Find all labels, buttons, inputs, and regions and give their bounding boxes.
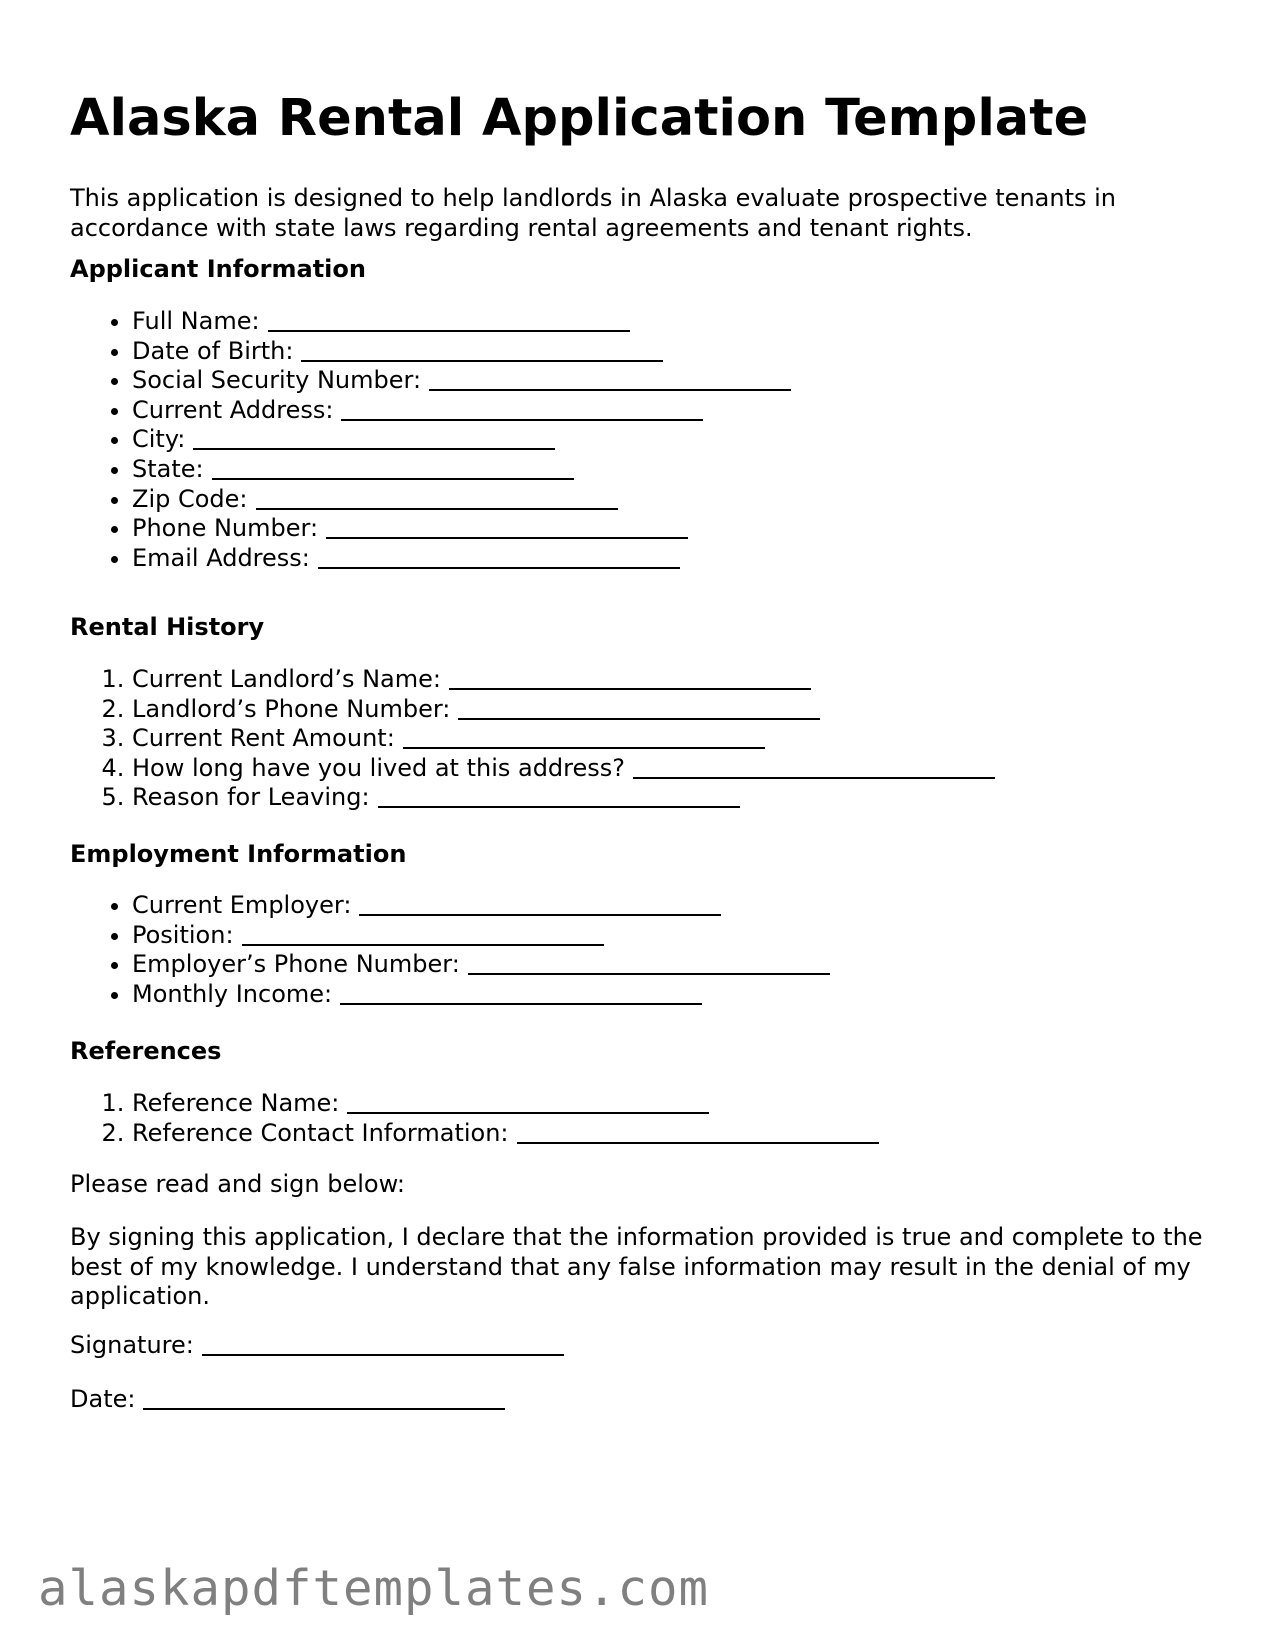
rental-history-list xyxy=(70,665,995,813)
references-list xyxy=(70,1089,879,1148)
signature-field[interactable] xyxy=(202,1332,564,1356)
date-of-birth-field[interactable] xyxy=(301,338,663,362)
field-label: City: xyxy=(132,425,186,454)
list-item xyxy=(132,980,830,1010)
declaration-paragraph: By signing this application, I declare that the information provided is true and complete to the best of my knowledge. I understand that any false information may result in the denial of my application. xyxy=(70,1223,1203,1310)
list-item xyxy=(132,425,791,455)
signature-label: Signature: xyxy=(70,1331,194,1359)
field-label: Reference Name: xyxy=(132,1089,340,1117)
document-title: Alaska Rental Application Template xyxy=(70,89,1089,148)
intro-paragraph: This application is designed to help landlords in Alaska evaluate prospective tenants in accordance with state laws regarding rental agreements and tenant rights. xyxy=(70,184,1116,242)
field-label: How long have you lived at this address? xyxy=(132,753,626,782)
current-rent-amount-field[interactable] xyxy=(403,725,765,749)
field-label: Full Name: xyxy=(132,307,260,335)
landlord-phone-number-field[interactable] xyxy=(458,696,820,720)
field-label: Reason for Leaving: xyxy=(132,783,370,812)
signature-row xyxy=(70,1331,564,1360)
field-label: Monthly Income: xyxy=(132,979,333,1008)
list-item xyxy=(132,665,995,695)
current-address-field[interactable] xyxy=(341,397,703,421)
section-heading-references: References xyxy=(70,1037,222,1065)
employment-information-list xyxy=(70,891,830,1009)
employer-phone-number-field[interactable] xyxy=(468,951,830,975)
list-item xyxy=(132,921,830,951)
field-label: Current Rent Amount: xyxy=(132,724,395,753)
sign-prompt: Please read and sign below: xyxy=(70,1170,405,1198)
list-item xyxy=(132,514,791,544)
list-item xyxy=(132,337,791,367)
list-item xyxy=(132,950,830,980)
list-item xyxy=(132,695,995,725)
date-row xyxy=(70,1385,505,1414)
list-item xyxy=(132,366,791,396)
list-item xyxy=(132,307,791,337)
phone-number-field[interactable] xyxy=(326,515,688,539)
field-label: Email Address: xyxy=(132,543,310,572)
social-security-number-field[interactable] xyxy=(429,367,791,391)
list-item xyxy=(132,1089,879,1119)
list-item xyxy=(132,544,791,574)
length-of-residence-field[interactable] xyxy=(633,755,995,779)
field-label: Landlord’s Phone Number: xyxy=(132,694,451,723)
reason-for-leaving-field[interactable] xyxy=(378,784,740,808)
field-label: Zip Code: xyxy=(132,484,248,513)
applicant-information-list xyxy=(70,307,791,573)
list-item xyxy=(132,1119,879,1149)
watermark-text: alaskapdftemplates.com xyxy=(38,1560,710,1617)
current-landlord-name-field[interactable] xyxy=(449,666,811,690)
field-label: Reference Contact Information: xyxy=(132,1118,509,1147)
state-field[interactable] xyxy=(212,456,574,480)
reference-contact-information-field[interactable] xyxy=(517,1120,879,1144)
date-label: Date: xyxy=(70,1385,136,1413)
full-name-field[interactable] xyxy=(268,308,630,332)
current-employer-field[interactable] xyxy=(359,892,721,916)
field-label: Date of Birth: xyxy=(132,336,294,365)
section-heading-rental-history: Rental History xyxy=(70,613,265,641)
field-label: Position: xyxy=(132,920,234,949)
email-address-field[interactable] xyxy=(318,545,680,569)
list-item xyxy=(132,783,995,813)
field-label: Current Landlord’s Name: xyxy=(132,665,441,693)
date-field[interactable] xyxy=(143,1386,505,1410)
field-label: Employer’s Phone Number: xyxy=(132,950,460,979)
list-item xyxy=(132,396,791,426)
field-label: Phone Number: xyxy=(132,514,319,543)
list-item xyxy=(132,455,791,485)
section-heading-applicant-information: Applicant Information xyxy=(70,255,366,283)
list-item xyxy=(132,754,995,784)
list-item xyxy=(132,891,830,921)
city-field[interactable] xyxy=(193,426,555,450)
monthly-income-field[interactable] xyxy=(340,981,702,1005)
position-field[interactable] xyxy=(242,922,604,946)
field-label: Current Address: xyxy=(132,395,334,424)
list-item xyxy=(132,485,791,515)
field-label: State: xyxy=(132,454,204,483)
reference-name-field[interactable] xyxy=(347,1090,709,1114)
zip-code-field[interactable] xyxy=(256,486,618,510)
list-item xyxy=(132,724,995,754)
field-label: Social Security Number: xyxy=(132,366,422,395)
section-heading-employment-information: Employment Information xyxy=(70,840,407,868)
field-label: Current Employer: xyxy=(132,891,352,919)
